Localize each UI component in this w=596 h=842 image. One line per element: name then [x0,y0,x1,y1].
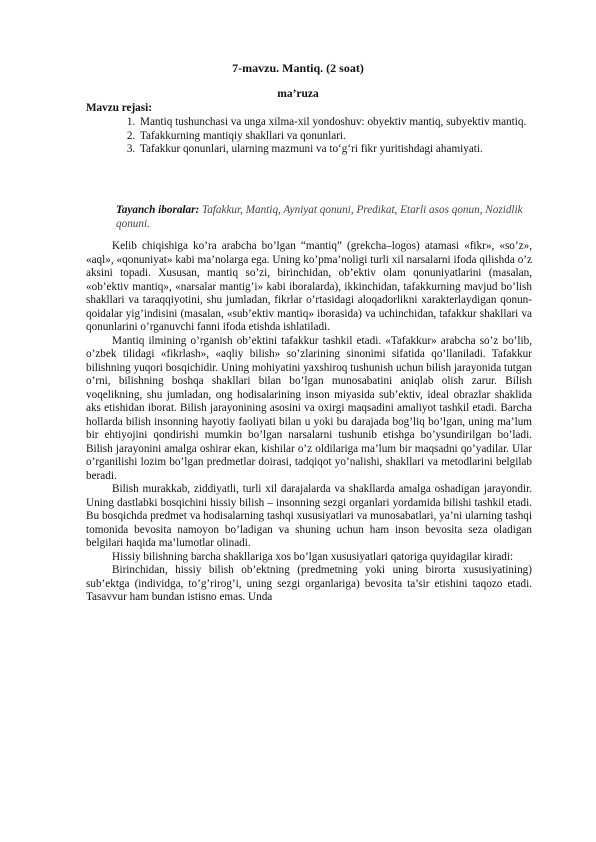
plan-item: 2. Tafakkurning mantiqiy shakllari va qonunlari. [138,130,550,144]
page-subtitle: ma’ruza [277,88,319,100]
plan-heading: Mavzu rejasi: [86,102,152,114]
paragraph: Birinchidan, hissiy bilish ob’ektning (predmetning yoki uning birorta xususiyatining) sub’ektga (individga, to’g’rirog’i, uning sezgi organlariga) bevosita ta’sir etishini taqozo etadi. Tasavvur ham bundan istisno emas. Unda [86,564,532,603]
body-text [86,240,532,605]
plan-item: 3. Tafakkur qonunlari, ularning mazmuni va to‘g‘ri fikr yuritishdagi ahamiyati. [138,143,550,157]
paragraph: Kelib chiqishiga ko’ra arabcha bo’lgan “mantiq” (grekcha–logos) atamasi «fikr», «so’z», «aql», «qonuniyat» kabi ma’nolarga ega. Uning ko’pma’noligi turli xil narsalarni ifoda qilishda o’z aksini topadi. Xususan, mantiq so’zi, birinchidan, ob’ektiv olam qonuniyatlarini (masalan, «ob’ektiv mantiq», «narsalar mantig’i» kabi iboralarda), ikkinchidan, tafakkurning mavjud bo’lish shakllari va taraqqiyotini, shu jumladan, fikrlar o’rtasidagi aloqadorlikni xarakterlaydigan qonun-qoidalar yig’indisini (masalan, «sub’ektiv mantiq» iborasida) va uchinchidan, tafakkur shakllari va qonunlarini o’rganuvchi fanni ifoda etishda ishlatiladi. [86,240,532,333]
keywords-text: Tafakkur, Mantiq, Ayniyat qonuni, Predikat, Etarli asos qonun, Nozidlik qonuni. [116,204,523,230]
page-title: 7-mavzu. Mantiq. (2 soat) [232,61,364,75]
paragraph: Hissiy bilishning barcha shakllariga xos bo’lgan xususiyatlari qatoriga quyidagilar kiradi: [112,550,514,563]
keywords-block [116,204,532,231]
keywords-label: Tayanch iboralar: [116,204,200,216]
plan-list [118,116,550,157]
paragraph: Mantiq ilmining o’rganish ob’ektini tafakkur tashkil etadi. «Tafakkur» arabcha so’z bo’lib, o’zbek tilidagi «fikrlash», «aqliy bilish» so’zlarining sinonimi sifatida qo’llaniladi. Tafakkur bilishning yuqori bosqichidir. Uning mohiyatini yaxshiroq tushunish uchun bilish jarayonida tutgan o’rni, bilishning boshqa shakllari bilan bo’lgan munosabatini aniqlab olish zarur. Bilish voqelikning, shu jumladan, ong hodisalarining inson miyasida sub’ektiv, ideal obrazlar shaklida aks etishidan iborat. Bilish jarayonining asosini va oxirgi maqsadini amaliyot tashkil etadi. Barcha hollarda bilish insonning hayotiy faoliyati bilan u yoki bu darajada bog’liq bo’lgan, uning ma’lum bir ehtiyojini qondirishi mumkin bo’lgan narsalarni tushunib etishga bo’ysundirilgan bo’ladi. Bilish jarayonini amalga oshirar ekan, kishilar o’z oldilariga ma’lum bir maqsadni qo’yadilar. Ular o’rganilishi lozim bo’lgan predmetlar doirasi, tadqiqot yo’nalishi, shakllari va metodlarini belgilab beradi. [86,334,532,482]
plan-item: 1. Mantiq tushunchasi va unga xilma-xil yondoshuv: obyektiv mantiq, subyektiv mantiq. [138,116,550,130]
paragraph: Bilish murakkab, ziddiyatli, turli xil darajalarda va shakllarda amalga oshadigan jarayondir. Uning dastlabki bosqichini hissiy bilish – insonning sezgi organlari yordamida bilishi tashkil etadi. Bu bosqichda predmet va hodisalarning tashqi xususiyatlari va munosabatlari, ya’ni ularning tashqi tomonida bevosita namoyon bo’ladigan va shuning uchun ham inson bevosita seza oladigan belgilari haqida ma’lumotlar olinadi. [86,483,532,549]
